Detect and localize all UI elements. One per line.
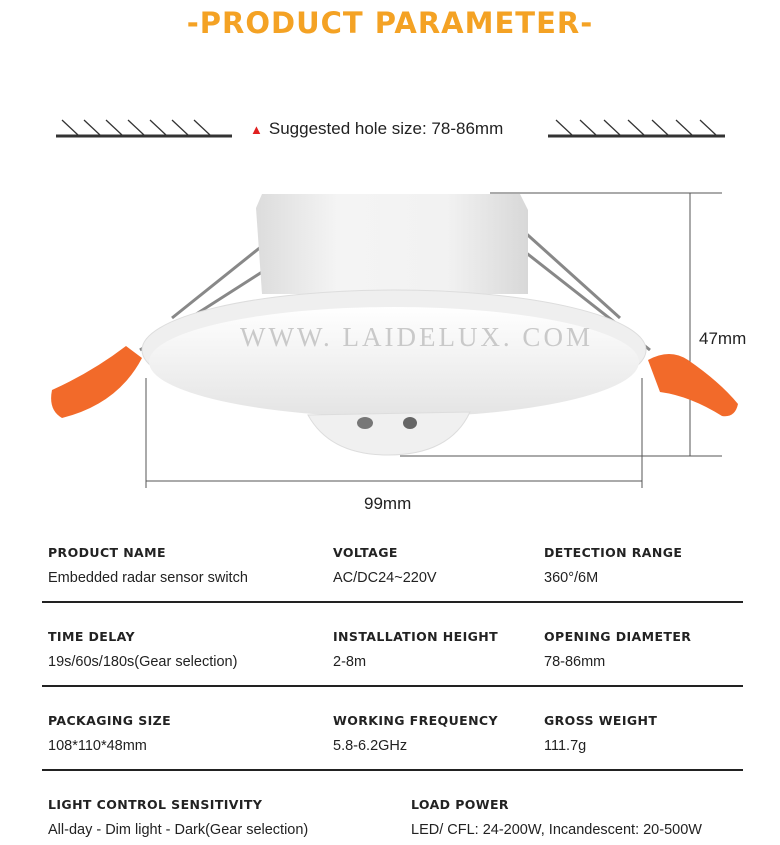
watermark: WWW. LAIDELUX. COM xyxy=(240,322,593,352)
divider xyxy=(42,601,743,603)
spec-light-control: LIGHT CONTROL SENSITIVITY All-day - Dim light - Dark(Gear selection) xyxy=(48,797,309,838)
spec-time-delay: TIME DELAY 19s/60s/180s(Gear selection) xyxy=(48,629,238,670)
triangle-marker-icon: ▲ xyxy=(250,122,263,137)
sensor-lens-1 xyxy=(357,417,373,429)
divider xyxy=(42,685,743,687)
spec-load-power: LOAD POWER LED/ CFL: 24-200W, Incandescent: 20-500W xyxy=(411,797,702,838)
clip-left xyxy=(51,346,142,418)
page-title: -PRODUCT PARAMETER- xyxy=(186,6,594,40)
sensor-dome xyxy=(308,412,470,455)
spec-gross-weight: GROSS WEIGHT 111.7g xyxy=(544,713,658,754)
spec-detection-range: DETECTION RANGE 360°/6M xyxy=(544,545,683,586)
width-dimension: 99mm xyxy=(364,494,412,513)
divider xyxy=(42,769,743,771)
spec-voltage: VOLTAGE AC/DC24~220V xyxy=(333,545,437,586)
hole-size-note xyxy=(250,119,503,139)
clip-right xyxy=(648,354,738,416)
spec-installation-height: INSTALLATION HEIGHT 2-8m xyxy=(333,629,499,670)
sensor-lens-2 xyxy=(403,417,417,429)
spec-working-frequency: WORKING FREQUENCY 5.8-6.2GHz xyxy=(333,713,498,754)
spec-packaging-size: PACKAGING SIZE 108*110*48mm xyxy=(48,713,172,754)
hole-size-row xyxy=(0,118,780,142)
height-dimension: 47mm xyxy=(699,329,747,348)
hole-size-text: Suggested hole size: 78-86mm xyxy=(268,119,504,138)
spec-opening-diameter: OPENING DIAMETER 78-86mm xyxy=(544,629,692,670)
housing-body xyxy=(256,194,528,294)
spec-product-name: PRODUCT NAME Embedded radar sensor switch xyxy=(48,545,248,586)
